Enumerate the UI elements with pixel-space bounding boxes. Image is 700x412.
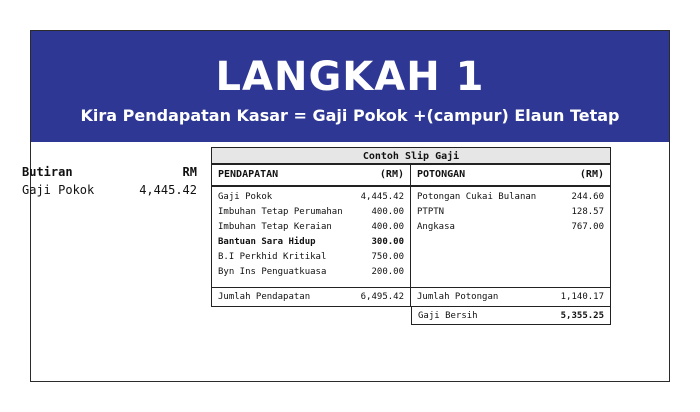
net-pay-row	[411, 307, 611, 325]
income-item-value: 750.00	[371, 252, 404, 262]
deduction-item	[417, 220, 604, 235]
details-row-value: 4,445.42	[139, 183, 197, 197]
income-item	[218, 235, 404, 250]
income-item	[218, 190, 404, 205]
income-header-label: PENDAPATAN	[218, 169, 279, 180]
income-item-label: Imbuhan Tetap Keraian	[218, 222, 332, 232]
details-header-unit: RM	[182, 165, 197, 179]
income-column	[212, 165, 411, 307]
income-item	[218, 205, 404, 220]
deduction-item-value: 767.00	[571, 222, 604, 232]
deduction-item	[417, 205, 604, 220]
income-header-unit: (RM)	[379, 169, 404, 180]
income-item-value: 400.00	[371, 207, 404, 217]
income-item	[218, 250, 404, 265]
details-row	[22, 181, 197, 199]
deduction-item-label: PTPTN	[417, 207, 445, 217]
deduction-item-value: 128.57	[571, 207, 604, 217]
details-header-label: Butiran	[22, 165, 73, 179]
income-items	[212, 187, 410, 287]
deduction-item-label: Potongan Cukai Bulanan	[417, 192, 537, 202]
deduction-column	[411, 165, 610, 307]
deduction-item-label: Angkasa	[417, 222, 455, 232]
deduction-item-value: 244.60	[571, 192, 604, 202]
income-item	[218, 220, 404, 235]
page-title: LANGKAH 1	[215, 54, 485, 100]
details-panel	[22, 163, 197, 199]
income-total-row	[212, 287, 410, 307]
net-pay-value: 5,355.25	[560, 311, 604, 321]
income-item-value: 200.00	[371, 267, 404, 277]
deduction-header-label: POTONGAN	[417, 169, 466, 180]
deduction-items	[411, 187, 610, 287]
income-item-label: Gaji Pokok	[218, 192, 273, 202]
deduction-total-row	[411, 287, 610, 307]
income-total-value: 6,495.42	[360, 292, 404, 302]
income-item-value: 300.00	[371, 237, 404, 247]
income-item-label: Imbuhan Tetap Perumahan	[218, 207, 343, 217]
income-item-value: 400.00	[371, 222, 404, 232]
deduction-header	[411, 165, 610, 187]
payslip-title: Contoh Slip Gaji	[211, 147, 611, 165]
payslip-columns	[211, 165, 611, 307]
income-item-value: 4,445.42	[360, 192, 404, 202]
income-total-label: Jumlah Pendapatan	[218, 292, 311, 302]
deduction-header-unit: (RM)	[579, 169, 604, 180]
income-item	[218, 265, 404, 280]
header-banner	[31, 31, 669, 142]
deduction-total-value: 1,140.17	[560, 292, 604, 302]
net-pay-label: Gaji Bersih	[418, 311, 478, 321]
page-subtitle: Kira Pendapatan Kasar = Gaji Pokok +(campur) Elaun Tetap	[80, 106, 620, 125]
details-header	[22, 163, 197, 181]
income-item-label: Bantuan Sara Hidup	[218, 237, 316, 247]
payslip-table	[211, 147, 611, 325]
income-item-label: B.I Perkhid Kritikal	[218, 252, 327, 262]
details-row-label: Gaji Pokok	[22, 183, 95, 197]
deduction-total-label: Jumlah Potongan	[417, 292, 499, 302]
deduction-item	[417, 190, 604, 205]
net-pay-wrap	[211, 307, 611, 325]
income-header	[212, 165, 410, 187]
income-item-label: Byn Ins Penguatkuasa	[218, 267, 327, 277]
net-pay-spacer	[211, 307, 411, 325]
